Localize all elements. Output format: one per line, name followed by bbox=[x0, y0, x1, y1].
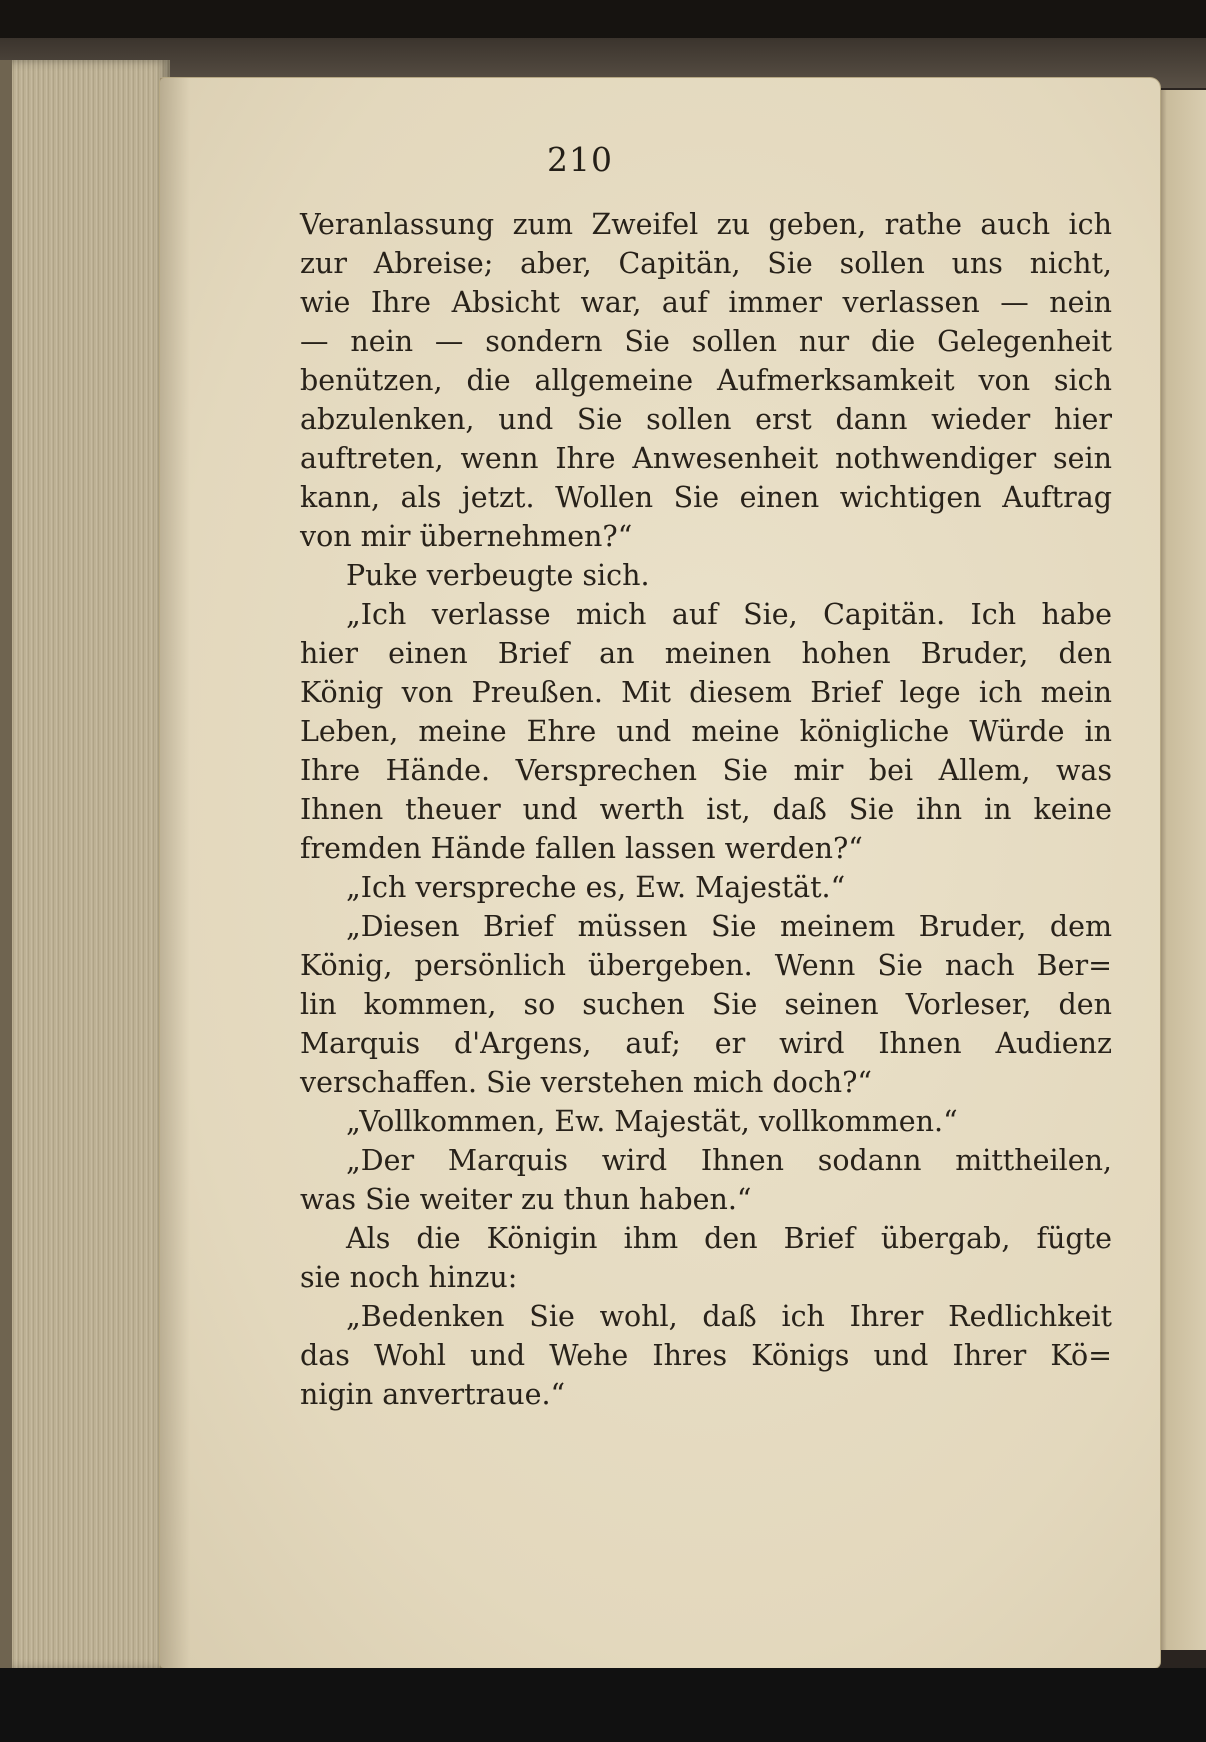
text-line: Ihnen theuer und werth ist, daß Sie ihn in keine bbox=[300, 793, 1112, 826]
text-line: „Ich verlasse mich auf Sie, Capitän. Ich habe bbox=[346, 598, 1112, 631]
text-line: wie Ihre Absicht war, auf immer verlassen — nein bbox=[300, 286, 1112, 319]
text-line: nigin anvertraue.“ bbox=[300, 1378, 566, 1411]
text-line: verschaffen. Sie verstehen mich doch?“ bbox=[300, 1066, 872, 1099]
page-gutter-shadow bbox=[160, 78, 190, 1668]
page-number: 210 bbox=[547, 140, 613, 179]
text-line: Ihre Hände. Versprechen Sie mir bei Allem, was bbox=[300, 754, 1112, 787]
text-line: das Wohl und Wehe Ihres Königs und Ihrer Kö= bbox=[300, 1339, 1112, 1372]
bottom-backdrop bbox=[0, 1668, 1206, 1742]
text-line: — nein — sondern Sie sollen nur die Gelegenheit bbox=[300, 325, 1112, 358]
text-line: was Sie weiter zu thun haben.“ bbox=[300, 1183, 752, 1216]
text-line: „Der Marquis wird Ihnen sodann mittheilen, bbox=[346, 1144, 1112, 1177]
text-line: „Diesen Brief müssen Sie meinem Bruder, dem bbox=[346, 910, 1112, 943]
text-line: auftreten, wenn Ihre Anwesenheit nothwendiger sein bbox=[300, 442, 1112, 475]
text-line: Als die Königin ihm den Brief übergab, fügte bbox=[346, 1222, 1112, 1255]
page-text-block bbox=[300, 205, 1112, 1414]
text-line: lin kommen, so suchen Sie seinen Vorleser, den bbox=[300, 988, 1112, 1021]
page-stack-edges bbox=[0, 60, 170, 1670]
text-line: abzulenken, und Sie sollen erst dann wieder hier bbox=[300, 403, 1112, 436]
text-line: benützen, die allgemeine Aufmerksamkeit von sich bbox=[300, 364, 1112, 397]
text-line: Veranlassung zum Zweifel zu geben, rathe auch ich bbox=[300, 208, 1112, 241]
text-line: hier einen Brief an meinen hohen Bruder, den bbox=[300, 637, 1112, 670]
text-line: König, persönlich übergeben. Wenn Sie nach Ber= bbox=[300, 949, 1112, 982]
text-line: König von Preußen. Mit diesem Brief lege ich mein bbox=[300, 676, 1112, 709]
text-line: Leben, meine Ehre und meine königliche Würde in bbox=[300, 715, 1112, 748]
text-line: „Bedenken Sie wohl, daß ich Ihrer Redlichkeit bbox=[346, 1300, 1112, 1333]
text-line: Marquis d'Argens, auf; er wird Ihnen Audienz bbox=[300, 1027, 1112, 1060]
text-line: „Ich verspreche es, Ew. Majestät.“ bbox=[346, 871, 846, 904]
text-line: fremden Hände fallen lassen werden?“ bbox=[300, 832, 863, 865]
text-line: kann, als jetzt. Wollen Sie einen wichtigen Auftrag bbox=[300, 481, 1112, 514]
text-line: von mir übernehmen?“ bbox=[300, 520, 633, 553]
text-line: Puke verbeugte sich. bbox=[346, 559, 650, 592]
page-stack-shadow bbox=[0, 60, 12, 1670]
text-line: zur Abreise; aber, Capitän, Sie sollen uns nicht, bbox=[300, 247, 1112, 280]
text-line: „Vollkommen, Ew. Majestät, vollkommen.“ bbox=[346, 1105, 958, 1138]
text-line: sie noch hinzu: bbox=[300, 1261, 518, 1294]
